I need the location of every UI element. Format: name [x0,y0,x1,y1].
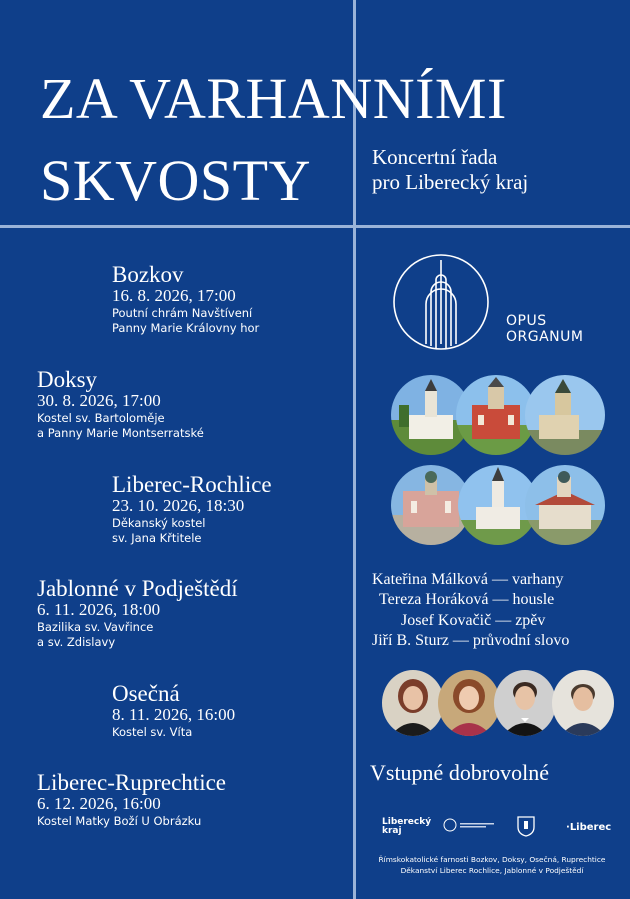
event-venue: Kostel sv. Bartoloměje [37,410,165,425]
footer-line-1: Římskokatolické farnosti Bozkov, Doksy, Osečná, Ruprechtice [378,855,606,864]
liberec-mark-icon: · [566,822,570,833]
logo-text-2: ORGANUM [506,329,584,346]
opus-organum-label [506,313,583,345]
footer-line-2: Děkanství Liberec Rochlice, Jablonné v Podještědí [400,865,584,875]
admission-text: Vstupné dobrovolné [370,760,550,785]
event-liberec-rochlice [112,472,272,546]
event-place: Osečná [112,681,180,706]
performer-photo-kovacic [494,670,556,736]
event-venue: Kostel Matky Boží U Obrázku [37,813,202,828]
poster-title [40,58,507,223]
event-date: 30. 8. 2026, 17:00 [37,391,161,411]
event-place: Liberec-Ruprechtice [37,770,226,795]
performer-photo-sturz [552,670,614,736]
performer-photo-horakova [438,670,500,736]
subtitle-line-1: Koncertní řada [372,145,498,169]
sponsor-kraj-text-1: Liberecký [382,817,432,827]
event-venue: a sv. Zdislavy [37,634,116,649]
sponsor-emblem-icon [442,815,498,835]
event-date: 8. 11. 2026, 16:00 [112,705,236,725]
event-date: 16. 8. 2026, 17:00 [112,286,236,306]
event-date: 23. 10. 2026, 18:30 [112,496,245,516]
event-venue: Panny Marie Královny hor [112,320,260,335]
performer-1: Kateřina Málková — varhany [372,571,564,588]
performer-3: Josef Kovačič — zpěv [401,611,546,629]
performer-4: Jiří B. Sturz — průvodní slovo [372,632,570,650]
event-date: 6. 11. 2026, 18:00 [37,600,161,620]
event-place: Bozkov [112,262,184,287]
church-photo-doksy [456,375,536,455]
subtitle [372,145,528,195]
event-osecna [112,681,235,740]
logo-text-1: OPUS [506,313,547,329]
event-liberec-ruprechtice [37,770,226,829]
event-venue: a Panny Marie Montserratské [37,425,204,440]
sponsor-liberec-text: Liberec [569,822,612,833]
sponsor-kraj-text-2: kraj [382,826,402,837]
church-photo-liberec [525,375,605,455]
sponsor-liberecky-kraj-logo [382,818,431,837]
event-venue: Děkanský kostel [112,515,206,530]
event-venue: sv. Jana Křtitele [112,530,202,545]
performer-photo-malkova [382,670,444,736]
title-line-1: ZA VARHANNÍMI [40,66,507,131]
footer-organizers [364,855,620,876]
event-venue: Bazilika sv. Vavřince [37,619,154,634]
event-place: Doksy [37,367,98,392]
event-place: Jablonné v Podještědí [37,576,238,601]
event-venue: Kostel sv. Víta [112,724,193,739]
sponsor-liberec-logo [566,822,611,833]
title-line-2: SKVOSTY [40,148,311,214]
event-date: 6. 12. 2026, 16:00 [37,794,161,814]
event-place: Liberec-Rochlice [112,472,272,497]
church-photo-osecna [525,465,605,545]
performers-list [372,570,569,652]
subtitle-line-2: pro Liberecký kraj [372,170,529,195]
opus-organum-logo-icon [391,252,491,352]
event-jablonne [37,576,238,650]
sponsor-crest-icon [516,815,536,837]
performer-2: Tereza Horáková — housle [379,591,555,609]
horizontal-divider [0,225,630,228]
event-bozkov [112,262,259,336]
event-doksy [37,367,204,441]
event-venue: Poutní chrám Navštívení [112,305,253,320]
